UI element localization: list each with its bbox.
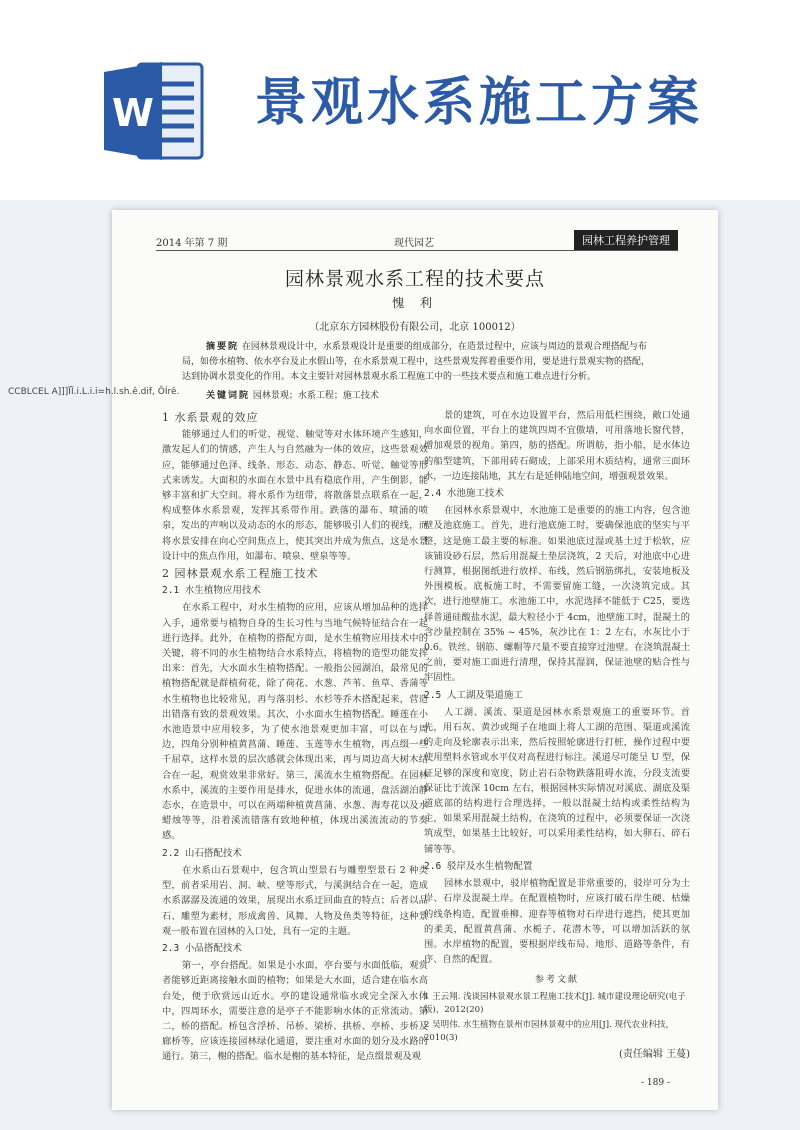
- section-badge: 园林工程养护管理: [574, 230, 678, 250]
- reference-item: 2 吴明伟. 水生植物在景州市园林景观中的应用[J]. 现代农业科技，2010(3): [424, 1019, 674, 1043]
- abstract-text: 在园林景观设计中，水系景观设计是重要的组成部分，在造景过程中，应该与周边的景观合理搭配与布局，如傍水植物、依水亭台及止水假山等，在水系景观工程中，这些景观发挥着重要作用，要是进行景观实物的搭配，达到协调水景变化的作用。本文主要针对园林景观水系工程施工中的一些技术要点和施工难点进行分析。: [182, 342, 651, 382]
- keywords: [206, 388, 379, 401]
- word-document-icon: [100, 58, 206, 164]
- document-page: [112, 210, 718, 1110]
- subsection-heading: 2.3 小品搭配技术: [162, 942, 242, 954]
- keywords-label: 关键词院: [206, 391, 251, 401]
- banner-title: 景观水系施工方案: [255, 73, 704, 133]
- subsection-heading: 2.5 人工湖及渠道施工: [424, 689, 523, 701]
- section-heading: 1 水系景观的效应: [162, 411, 259, 424]
- left-column: [162, 408, 428, 1065]
- svg-text:W: W: [112, 91, 154, 135]
- subsection-heading: 2.1 水生植物应用技术: [162, 585, 261, 597]
- keywords-text: 园林景观；水系工程；施工技术: [252, 391, 379, 401]
- body-paragraph: 在水系工程中，对水生植物的应用，应该从增加品种的选择入手，通常要与植物自身的生长习性与当地气候特征结合在一起进行选择。此外，在植物的搭配方面，是水生植物应用技术中的关键，将不同的水生植物结合水系特点，将植物的造型功能发挥出来：首先，大水面水生植物搭配。一般指公园湖泊，最常见的植物搭配就是群植荷花，除了荷花、水葱、芦苇、鱼草、香蒲等水生植物也比较常见，再与落羽杉、水杉等乔木搭配起来，营造出错落有致的景观效果。其次，小水面水生植物搭配。睡莲在小水池造景中应用较多，为了使水池景观更加丰富，可以在与周边，四角分别种植黄菖蒲、睡莲、玉莲等水生植物，再点缀一些千屈草，这样水景的层次感就会体现出来，再与周边高大树木结合在一起，观赏效果非常好。第三，溪流水生植物搭配。在园林水系中，溪流的主要作用是排水，促进水体的流通，盘活湖泊静态水，在造景中，可以在两端种植黄菖蒲、水葱、海寿花以及水蜡烛等等，沿着溪流错落有致地种植，体现出溪流流动的节奏感。: [162, 602, 428, 842]
- body-paragraph: 第一，亭台搭配。如果是小水面，亭台要与水面低临，观赏者能够近距离接触水面的植物；如果是大水面，适合建在临水高台处，便于欣赏远山近水。亭的建设通常临水或完全深入水体中，四周环水，需要注意的是亭子不能影响水体的正常流动。第二，桥的搭配。桥包含浮桥、吊桥、梁桥、拱桥、亭桥、步桥及廊桥等，应该连接园林绿化通道，要注重对水面的划分及水路的通行。第三，榭的搭配。临水是榭的基本特征，是点缀景观及观: [162, 960, 428, 1063]
- subsection-heading: 2.6 驳岸及水生植物配置: [424, 860, 533, 872]
- subsection-heading: 2.2 山石搭配技术: [162, 847, 242, 859]
- banner: [0, 0, 800, 200]
- margin-note: CCBLCEL A]]]ÏÏ.i.L.i.i=h.l.sh.ê.dif, ÔÍrê.: [8, 387, 180, 397]
- header-divider: [156, 250, 678, 251]
- body-paragraph: 能够通过人们的听觉、视觉、触觉等对水体环境产生感知，激发起人们的情感，产生人与自然融为一体的效应，这些景观效应，能够通过色泽、线条、形态、动态、静态、听觉、触觉等形式来诱发。大面积的水面在水景中具有稳底作用，产生倒影，能够丰富和扩大空间。将水系作为纽带，将散落景点联系在一起，构成整体水系景观，发挥其系带作用。跌落的瀑布、喷涌的喷泉，发出的声响以及动态的水的形态，能够吸引人们的视线，而将水景安排在向心空间焦点上，使其突出并成为焦点，这是水景设计中的焦点作用，如瀑布、喷泉、壁泉等等。: [162, 429, 428, 562]
- body-paragraph: 在园林水系景观中，水池施工是重要的的施工内容，包含池壁及池底施工。首先，进行池底施工时，要确保池底的坚实与平整，这是施工最主要的标准。如果池底过湿或基土过于松软，应该铺设砂石层，然后用混凝土垫层浇筑，2 天后，对池底中心进行测算，根据图纸进行放样、布线，然后钢筋绑扎，安装地板及外围模板。底板施工时，不需要留施工缝，一次浇筑完成。其次，进行池壁施工。水池施工中，水泥选择不能低于 C25，要选择普通硅酸盐水泥，最大粒径小于 4cm，池壁施工时，混凝土的含沙量控制在 35% ~ 45%，灰沙比在 1：2 左右，水灰比小于 0.6。铁丝、钢筋、螺帽等尺量不要直接穿过池壁。在浇筑混凝土之前，要对施工面进行清理，保持其湿润，保证池壁的贴合性与牢固性。: [424, 505, 690, 684]
- author-affiliation: （北京东方园林股份有限公司，北京 100012）: [309, 322, 521, 333]
- reference-item: 1 王云翔. 浅谈园林景观水景工程施工技术[J]. 城市建设理论研究(电子版)，2012(20): [424, 991, 686, 1015]
- article-author: 愧 利: [392, 296, 438, 310]
- issue-label: 2014 年第 7 期: [156, 238, 228, 249]
- section-heading: 2 园林景观水系工程施工技术: [162, 567, 319, 581]
- body-paragraph: 在水系山石景观中，包含筑山型景石与雕塑型景石 2 种类型，前者采用岩、洞、峡、壁等形式，与溪涧结合在一起，造成水系潺潺及流通的效果，展现出水系迂回曲直的特点；后者以品石、雕塑为素材，形成禽兽、风舞、人物及鱼类等特征，这种景观一般布置在园林的入口处，具有一定的主题。: [162, 864, 428, 937]
- subsection-heading: 2.4 水池施工技术: [424, 488, 504, 500]
- body-paragraph: 园林水景观中，驳岸植物配置是非常重要的，驳岸可分为土岸、石岸及混凝土岸。在配置植物时，应该打破石岸生硬、枯燥的线条构造，配置垂柳、迎春等植物对石岸进行遮挡，使其更加的柔美，配置黄菖蒲、水栀子、花潜木等，可以增加活跃的氛围。水岸植物的配置，要根据岸线布局、地形、道路等条件，有序、自然的配置。: [424, 878, 690, 966]
- body-paragraph: 景的建筑，可在水边设置平台，然后用低栏围绕，敞口处通向水面位置，平台上的建筑四周不宜傲墙，可用落地长窗代替，增加观景的视角。第四，舫的搭配。所谓舫，指小船，是水体边的船型建筑，下部用砖石砌成，上部采用木质结构，通常三面环水，一边连接陆地，其左右是延伸陆地空间，增强观景效果。: [424, 410, 690, 482]
- page-number: - 189 -: [641, 1078, 670, 1088]
- references-heading: 参考文献: [534, 975, 579, 986]
- editor-note: (责任编辑 王蔓): [619, 1048, 690, 1060]
- body-paragraph: 人工湖、溪流、渠道是园林水系景观施工的重要环节。首先，用石灰、黄沙或绳子在地面上将人工湖的范围、渠道或溪流的走向及轮廓表示出来，然后按照轮廓进行打桩，操作过程中要使用塑料水管或水平仪对高程进行标注。溪道尽可能呈 U 型，保证足够的深度和宽度，防止岩石杂物跌落阻碍水流，分段支流要保证比于流深 10cm 左右，根据园林实际情况对溪底、湖底及渠道底部的结构进行合理选择，一般以混凝土结构或柔性结构为主，如果采用混凝土结构，在浇筑的过程中，必须要保证一次浇筑成型，如果基土比较好，可以采用柔性结构，如大卵石、碎石铺等等。: [424, 706, 690, 855]
- abstract: [182, 340, 658, 385]
- abstract-label: 摘要院: [206, 342, 240, 352]
- journal-name: 现代园艺: [394, 238, 434, 249]
- article-title: 园林景观水系工程的技术要点: [284, 268, 545, 290]
- right-column: [424, 408, 690, 1062]
